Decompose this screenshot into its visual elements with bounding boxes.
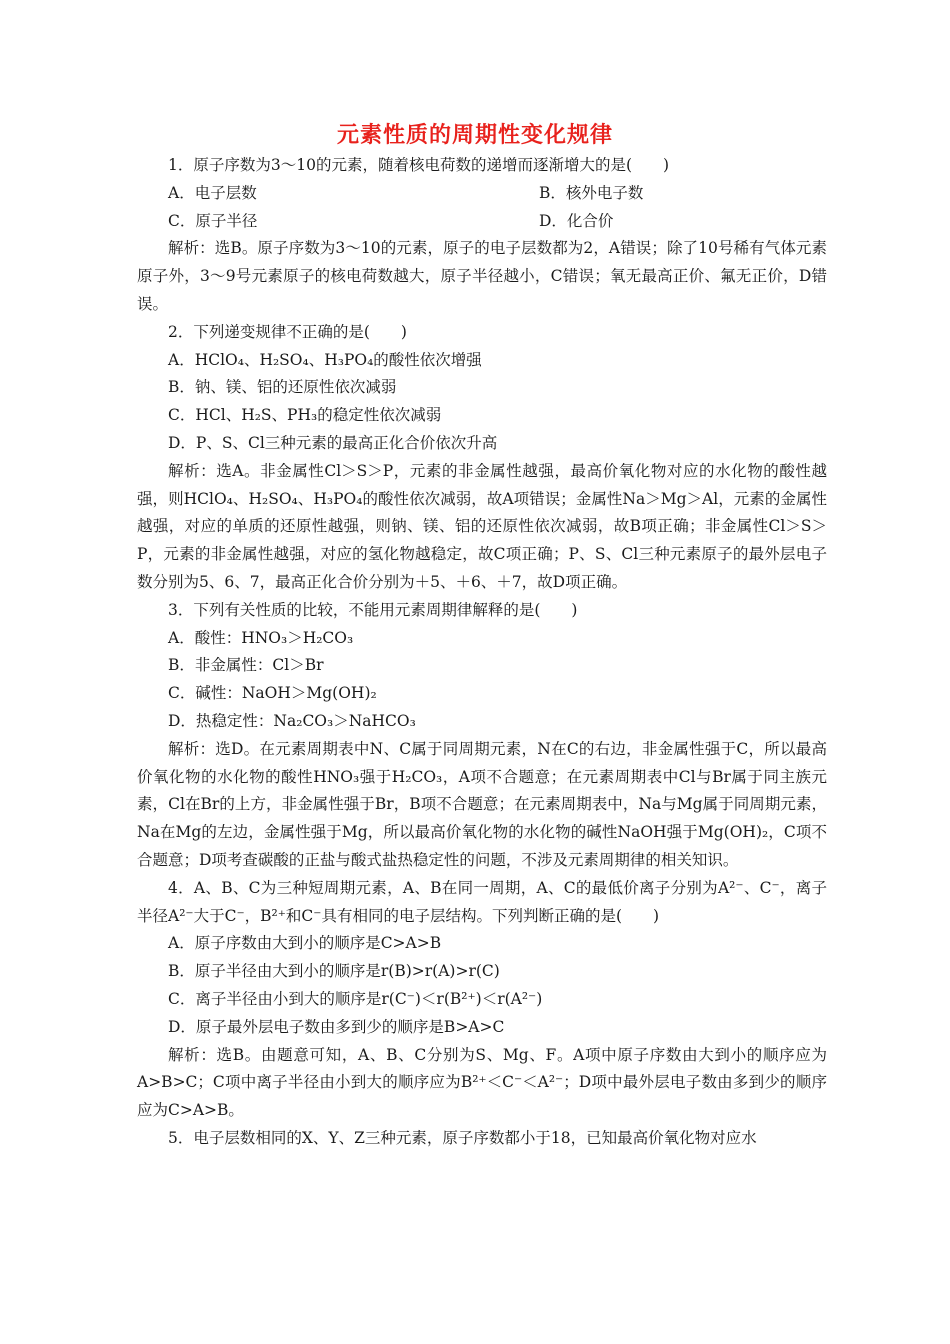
question-3-option-a: A．酸性：HNO₃＞H₂CO₃ bbox=[168, 628, 354, 647]
question-2-option-d: D．P、S、Cl三种元素的最高正化合价依次升高 bbox=[168, 433, 498, 452]
question-4-option-c: C．离子半径由小到大的顺序是r(C⁻)＜r(B²⁺)＜r(A²⁻) bbox=[168, 989, 543, 1008]
question-2-solution: 解析：选A。非金属性Cl＞S＞P，元素的非金属性越强，最高价氧化物对应的水化物的酸性越强，则HClO₄、H₂SO₄、H₃PO₄的酸性依次减弱，故A项错误；金属性Na＞Mg＞Al，元素的金属性越强，对应的单质的还原性越强，则钠、镁、铝的还原性依次减弱，故B项正确；非金属性Cl＞S＞P，元素的非金属性越强，对应的氢化物越稳定，故C项正确；P、S、Cl三种元素原子的最外层电子数分别为5、6、7，最高正化合价分别为＋5、＋6、＋7，故D项正确。 bbox=[137, 461, 827, 591]
question-4-option-a: A．原子序数由大到小的顺序是C>A>B bbox=[168, 934, 442, 953]
question-4-solution: 解析：选B。由题意可知，A、B、C分别为S、Mg、F。A项中原子序数由大到小的顺序应为A>B>C；C项中离子半径由小到大的顺序应为B²⁺＜C⁻＜A²⁻；D项中最外层电子数由多到少的顺序应为C>A>B。 bbox=[137, 1045, 827, 1120]
question-3-stem: 3．下列有关性质的比较，不能用元素周期律解释的是( ) bbox=[168, 600, 578, 619]
document-body bbox=[137, 152, 827, 1153]
question-1-options-row-1 bbox=[137, 180, 827, 208]
question-4-option-b: B．原子半径由大到小的顺序是r(B)>r(A)>r(C) bbox=[168, 962, 500, 981]
question-1-option-d: D．化合价 bbox=[539, 211, 614, 230]
question-1-option-c: C．原子半径 bbox=[168, 211, 258, 230]
question-2-stem: 2．下列递变规律不正确的是( ) bbox=[168, 322, 407, 341]
question-4-option-d: D．原子最外层电子数由多到少的顺序是B>A>C bbox=[168, 1017, 505, 1036]
question-5-stem: 5．电子层数相同的X、Y、Z三种元素，原子序数都小于18，已知最高价氧化物对应水 bbox=[168, 1128, 757, 1147]
question-1-option-b: B．核外电子数 bbox=[539, 183, 644, 202]
question-2-option-b: B．钠、镁、铝的还原性依次减弱 bbox=[168, 378, 397, 397]
question-2-option-c: C．HCl、H₂S、PH₃的稳定性依次减弱 bbox=[168, 406, 442, 425]
question-3-solution: 解析：选D。在元素周期表中N、C属于同周期元素，N在C的右边，非金属性强于C，所以最高价氧化物的水化物的酸性HNO₃强于H₂CO₃，A项不合题意；在元素周期表中Cl与Br属于同主族元素，Cl在Br的上方，非金属性强于Br，B项不合题意；在元素周期表中，Na与Mg属于同周期元素，Na在Mg的左边，金属性强于Mg，所以最高价氧化物的水化物的碱性NaOH强于Mg(OH)₂，C项不合题意；D项考查碳酸的正盐与酸式盐热稳定性的问题，不涉及元素周期律的相关知识。 bbox=[137, 739, 827, 869]
question-3-option-b: B．非金属性：Cl＞Br bbox=[168, 656, 324, 675]
question-2-option-a: A．HClO₄、H₂SO₄、H₃PO₄的酸性依次增强 bbox=[168, 350, 482, 369]
question-1-options-row-2 bbox=[137, 208, 827, 236]
question-1-option-a: A．电子层数 bbox=[168, 183, 257, 202]
question-3-option-c: C．碱性：NaOH＞Mg(OH)₂ bbox=[168, 684, 377, 703]
question-4-stem: 4．A、B、C为三种短周期元素，A、B在同一周期，A、C的最低价离子分别为A²⁻、C⁻，离子半径A²⁻大于C⁻，B²⁺和C⁻具有相同的电子层结构。下列判断正确的是( ) bbox=[137, 878, 827, 925]
question-1-stem: 1．原子序数为3～10的元素，随着核电荷数的递增而逐渐增大的是( ) bbox=[168, 156, 670, 174]
question-3-option-d: D．热稳定性：Na₂CO₃＞NaHCO₃ bbox=[168, 711, 416, 730]
question-1-solution: 解析：选B。原子序数为3～10的元素，原子的电子层数都为2，A错误；除了10号稀有气体元素原子外，3～9号元素原子的核电荷数越大，原子半径越小，C错误；氧无最高正价、氟无正价，D错误。 bbox=[137, 239, 827, 313]
page-title: 元素性质的周期性变化规律 bbox=[336, 123, 613, 148]
